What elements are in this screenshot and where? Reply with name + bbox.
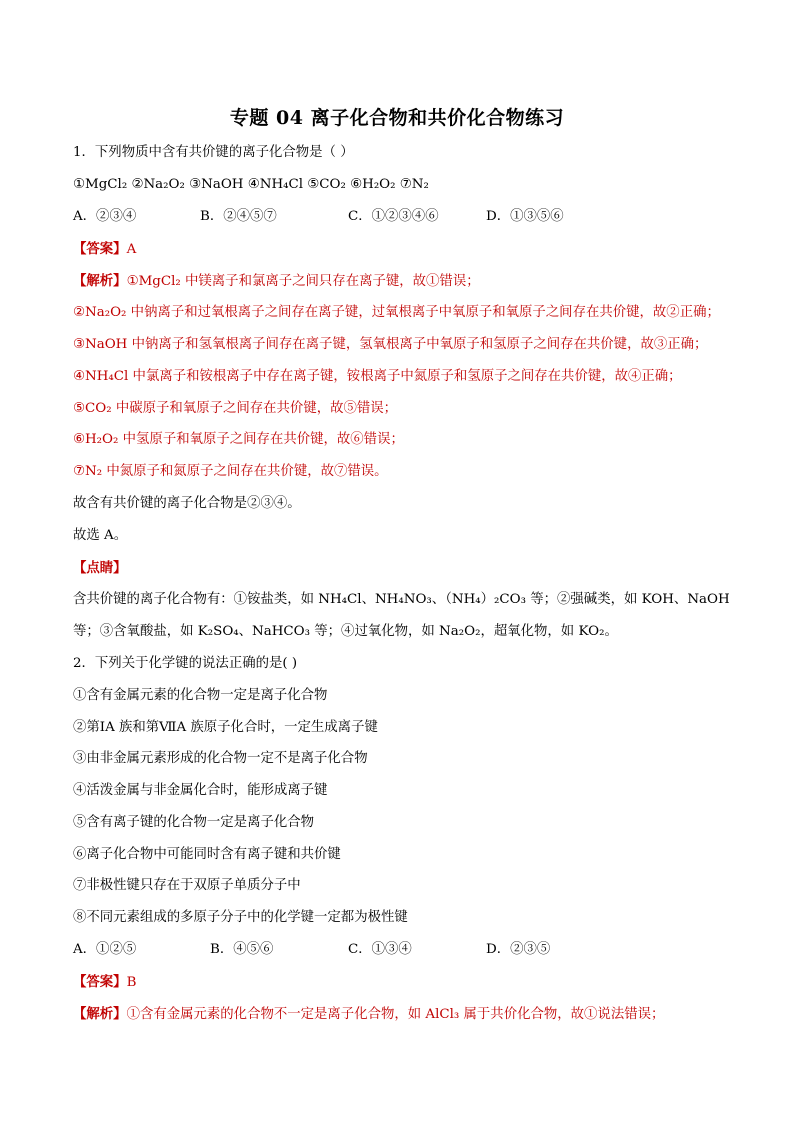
analysis-label: 【解析】 [73,1006,127,1022]
q1-tip-line: 等；③含氧酸盐，如 K₂SO₄、NaHCO₃ 等；④过氧化物，如 Na₂O₂，超氧化物，如 KO₂。 [73,624,618,639]
analysis-label: 【解析】 [73,273,127,289]
q2-item: ④活泼金属与非金属化合时，能形成离子键 [73,783,328,798]
q2-option-b: B．④⑤⑥ [210,942,274,957]
q1-tip-label [73,558,127,579]
q1-analysis-line: ⑤CO₂ 中碳原子和氧原子之间存在共价键，故⑤错误； [73,401,398,416]
analysis-text: ①含有金属元素的化合物不一定是离子化合物，如 AlCl₃ 属于共价化合物，故①说法错误； [126,1007,665,1022]
q1-choose: 故选 A。 [73,528,128,543]
q1-analysis-line: ⑦N₂ 中氮原子和氮原子之间存在共价键，故⑦错误。 [73,464,388,479]
q1-option-d: D．①③⑤⑥ [486,209,564,224]
q2-stem: 2．下列关于化学键的说法正确的是( ) [73,656,298,671]
q1-analysis-first [73,271,480,292]
q2-item: ⑤含有离子键的化合物一定是离子化合物 [73,815,315,830]
q1-analysis-line: ④NH₄Cl 中氯离子和铵根离子中存在离子键，铵根离子中氮原子和氢原子之间存在共价键，故④正确； [73,369,682,384]
q2-item: ⑥离子化合物中可能同时含有离子键和共价键 [73,847,341,862]
q2-answer [73,972,136,993]
q2-item: ③由非金属元素形成的化合物一定不是离子化合物 [73,751,368,766]
q2-item: ②第ⅠA 族和第ⅦA 族原子化合时，一定生成离子键 [73,720,378,735]
tip-label: 【点睛】 [73,560,127,576]
q1-tip-line: 含共价键的离子化合物有：①铵盐类，如 NH₄Cl、NH₄NO₃、（NH₄）₂CO₃ 等；②强碱类，如 KOH、NaOH [73,592,730,607]
q1-analysis-line: ③NaOH 中钠离子和氢氧根离子间存在离子键，氢氧根离子中氧原子和氢原子之间存在共价键，故③正确； [73,337,708,352]
q1-option-b: B．②④⑤⑦ [200,209,277,224]
answer-value: A [126,242,137,257]
q2-item: ⑦非极性键只存在于双原子单质分子中 [73,878,301,893]
q2-analysis-first [73,1004,664,1025]
answer-value: B [126,975,137,990]
answer-label: 【答案】 [73,241,127,257]
q2-item: ①含有金属元素的化合物一定是离子化合物 [73,688,328,703]
page-title: 专题 04 离子化合物和共价化合物练习 [229,107,565,129]
q1-items: ①MgCl₂ ②Na₂O₂ ③NaOH ④NH₄Cl ⑤CO₂ ⑥H₂O₂ ⑦N₂ [73,177,429,192]
q2-option-d: D．②③⑤ [486,942,551,957]
q2-item: ⑧不同元素组成的多原子分子中的化学键一定都为极性键 [73,910,408,925]
q2-option-a: A．①②⑤ [73,942,137,957]
q1-stem: 1．下列物质中含有共价键的离子化合物是（ ） [73,145,354,160]
q1-analysis-line: ⑥H₂O₂ 中氢原子和氧原子之间存在共价键，故⑥错误； [73,432,404,447]
analysis-text: ①MgCl₂ 中镁离子和氯离子之间只存在离子键，故①错误； [126,274,480,289]
q1-option-c: C．①②③④⑥ [348,209,439,224]
q1-analysis-line: ②Na₂O₂ 中钠离子和过氧根离子之间存在离子键，过氧根离子中氧原子和氧原子之间存在共价键，故②正确； [73,305,720,320]
q1-conclusion: 故含有共价键的离子化合物是②③④。 [73,496,301,511]
q2-option-c: C．①③④ [348,942,412,957]
q1-answer [73,239,136,260]
q1-option-a: A．②③④ [73,209,137,224]
answer-label: 【答案】 [73,974,127,990]
